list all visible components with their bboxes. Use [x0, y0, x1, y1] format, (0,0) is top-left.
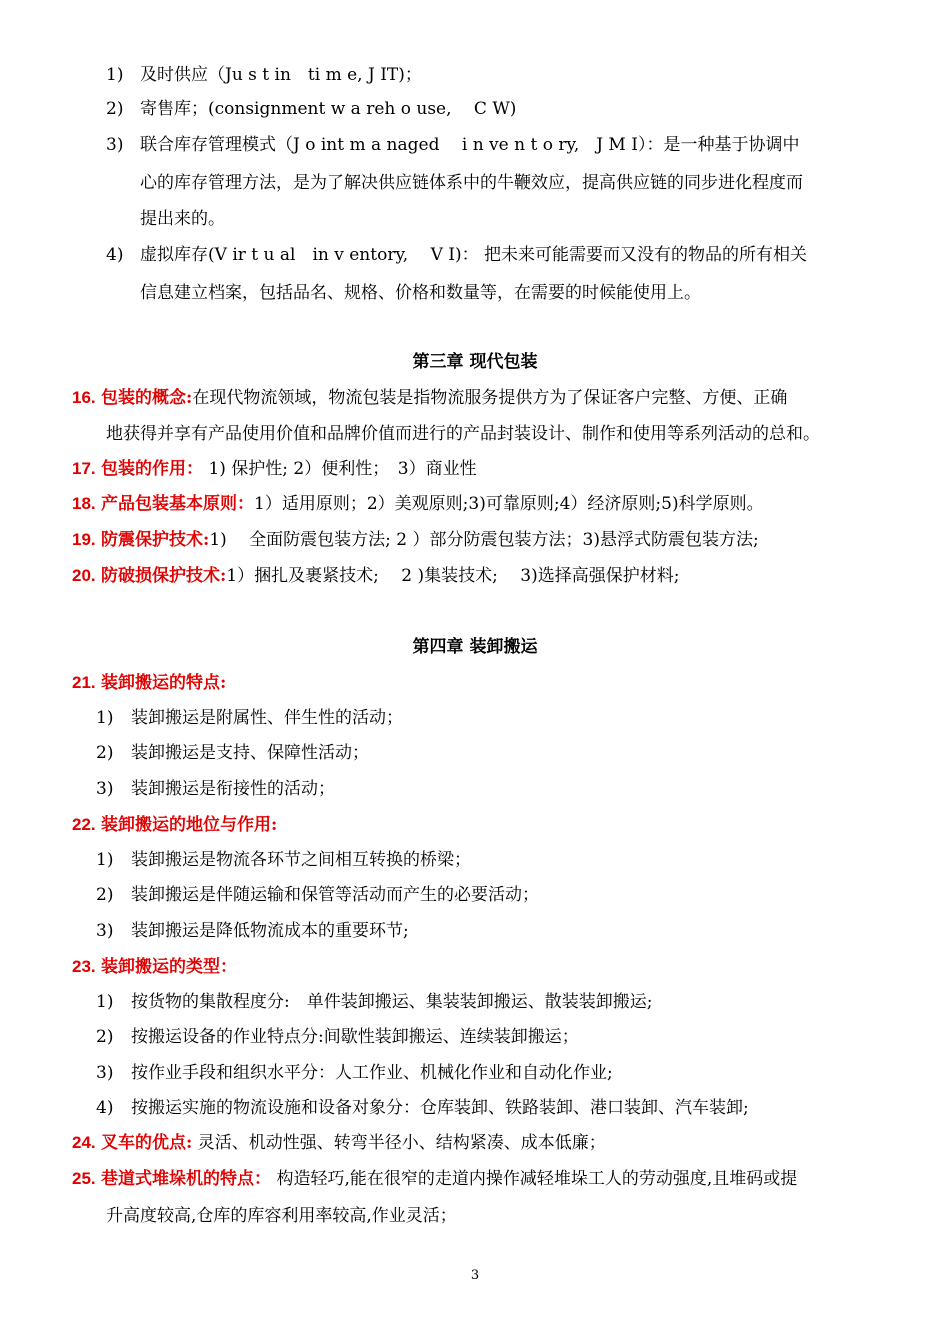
- list-item-number: 2): [106, 99, 124, 119]
- list-item-text: 寄售库；(consignment w a reh o use, C W): [140, 99, 517, 119]
- list-item-text: 装卸搬运是支持、保障性活动；: [131, 743, 369, 763]
- question-text-continued: 升高度较高,仓库的库容利用率较高,作业灵活；: [106, 1206, 457, 1226]
- question-text: 1）捆扎及裹紧技术; 2 )集装技术; 3)选择高强保护材料;: [226, 566, 680, 586]
- question-number: 18.: [72, 494, 96, 513]
- question-title: 产品包装基本原则：: [101, 494, 255, 514]
- list-item-number: 3): [106, 135, 124, 155]
- question-text: 1) 保护性; 2）便利性； 3）商业性: [203, 459, 477, 479]
- question-20: [72, 564, 679, 588]
- list-item-number: 3): [96, 1063, 114, 1083]
- question-title: 装卸搬运的特点:: [101, 673, 227, 693]
- list-item-number: 4): [106, 245, 124, 265]
- list-item-number: 3): [96, 921, 114, 941]
- question-18: [72, 492, 764, 516]
- question-title: 巷道式堆垛机的特点：: [101, 1169, 272, 1189]
- list-item-text: 虚拟库存(V ir t u al in v entory, V I)： 把未来可能需要而又没有的物品的所有相关: [140, 245, 808, 265]
- list-item-text: 信息建立档案，包括品名、规格、价格和数量等，在需要的时候能使用上。: [140, 283, 701, 303]
- question-25: [72, 1167, 797, 1191]
- list-item-text: 及时供应（Ju s t in ti m e, J IT)；: [140, 65, 422, 85]
- question-number: 20.: [72, 566, 96, 585]
- question-number: 21.: [72, 673, 96, 692]
- page-number: 3: [470, 1268, 480, 1283]
- question-16: [72, 386, 787, 410]
- list-item-number: 1): [96, 708, 114, 728]
- question-number: 25.: [72, 1169, 96, 1188]
- list-item-number: 3): [96, 779, 114, 799]
- question-text: 灵活、机动性强、转弯半径小、结构紧凑、成本低廉；: [192, 1133, 606, 1153]
- question-number: 19.: [72, 530, 96, 549]
- question-21: [72, 671, 226, 695]
- question-number: 24.: [72, 1133, 96, 1152]
- list-item-text: 装卸搬运是伴随运输和保管等活动而产生的必要活动；: [131, 885, 539, 905]
- question-23: [72, 955, 237, 979]
- question-24: [72, 1131, 606, 1155]
- question-title: 装卸搬运的类型：: [101, 957, 238, 977]
- list-item-number: 2): [96, 743, 114, 763]
- list-item-number: 1): [106, 65, 124, 85]
- list-item-number: 1): [96, 992, 114, 1012]
- chapter-heading: 第四章 装卸搬运: [412, 637, 538, 657]
- question-text: 1) 全面防震包装方法; 2 ）部分防震包装方法；3)悬浮式防震包装方法;: [209, 530, 759, 550]
- question-title: 叉车的优点:: [101, 1133, 193, 1153]
- question-text: 在现代物流领域，物流包装是指物流服务提供方为了保证客户完整、方便、正确: [192, 388, 788, 408]
- list-item-text: 装卸搬运是衔接性的活动；: [131, 779, 335, 799]
- question-19: [72, 528, 759, 552]
- question-title: 装卸搬运的地位与作用:: [101, 815, 278, 835]
- question-title: 防震保护技术:: [101, 530, 210, 550]
- chapter-heading: 第三章 现代包装: [412, 352, 538, 372]
- list-item-text: 按搬运实施的物流设施和设备对象分：仓库装卸、铁路装卸、港口装卸、汽车装卸;: [131, 1098, 749, 1118]
- question-title: 包装的概念:: [101, 388, 193, 408]
- list-item-number: 2): [96, 885, 114, 905]
- question-text: 构造轻巧,能在很窄的走道内操作减轻堆垛工人的劳动强度,且堆码或提: [271, 1169, 798, 1189]
- list-item-text: 提出来的。: [140, 209, 225, 229]
- question-17: [72, 457, 477, 481]
- question-number: 16.: [72, 388, 96, 407]
- question-number: 23.: [72, 957, 96, 976]
- list-item-text: 按货物的集散程度分: 单件装卸搬运、集装装卸搬运、散装装卸搬运;: [131, 992, 653, 1012]
- list-item-text: 装卸搬运是附属性、伴生性的活动；: [131, 708, 403, 728]
- question-number: 22.: [72, 815, 96, 834]
- question-text-continued: 地获得并享有产品使用价值和品牌价值而进行的产品封装设计、制作和使用等系列活动的总和。: [106, 424, 820, 444]
- question-title: 包装的作用：: [101, 459, 204, 479]
- question-text: 1）适用原则；2）美观原则;3)可靠原则;4）经济原则;5)科学原则。: [254, 494, 764, 514]
- list-item-number: 1): [96, 850, 114, 870]
- list-item-number: 4): [96, 1098, 114, 1118]
- list-item-text: 装卸搬运是降低物流成本的重要环节;: [131, 921, 409, 941]
- question-number: 17.: [72, 459, 96, 478]
- list-item-text: 联合库存管理模式（J o int m a naged i n ve n t o ry, J M I）：是一种基于协调中: [140, 135, 800, 155]
- question-22: [72, 813, 277, 837]
- list-item-text: 按作业手段和组织水平分：人工作业、机械化作业和自动化作业;: [131, 1063, 613, 1083]
- list-item-text: 心的库存管理方法，是为了解决供应链体系中的牛鞭效应，提高供应链的同步进化程度而: [140, 173, 803, 193]
- list-item-text: 按搬运设备的作业特点分:间歇性装卸搬运、连续装卸搬运；: [131, 1027, 579, 1047]
- list-item-text: 装卸搬运是物流各环节之间相互转换的桥梁；: [131, 850, 471, 870]
- question-title: 防破损保护技术:: [101, 566, 227, 586]
- list-item-number: 2): [96, 1027, 114, 1047]
